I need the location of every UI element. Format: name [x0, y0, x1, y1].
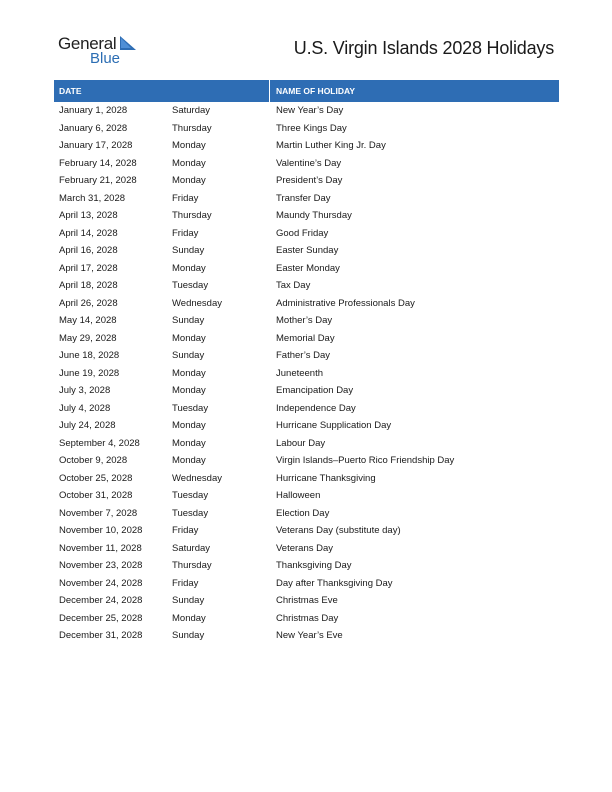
table-header	[54, 80, 559, 102]
holiday-date: December 25, 2028	[59, 612, 143, 624]
holiday-date: April 26, 2028	[59, 297, 118, 309]
holiday-name: Administrative Professionals Day	[276, 297, 415, 309]
holiday-name: Mother’s Day	[276, 315, 333, 326]
holiday-date: November 23, 2028	[59, 560, 143, 571]
table-row	[54, 102, 559, 120]
holiday-name: Tax Day	[276, 280, 311, 291]
holiday-weekday: Sunday	[172, 245, 205, 256]
header-holiday-name: NAME OF HOLIDAY	[276, 86, 356, 96]
table-row	[54, 592, 559, 610]
holiday-weekday: Monday	[172, 140, 206, 151]
holiday-date: June 19, 2028	[59, 367, 120, 379]
logo-word-blue: Blue	[90, 50, 121, 67]
table-row	[54, 435, 559, 453]
holiday-weekday: Sunday	[172, 595, 205, 606]
holiday-date: February 14, 2028	[59, 157, 137, 169]
holiday-date: March 31, 2028	[59, 192, 126, 204]
table-row	[54, 190, 559, 208]
holiday-name: Virgin Islands–Puerto Rico Friendship Day	[276, 455, 455, 466]
holiday-date: October 31, 2028	[59, 490, 133, 501]
holiday-date: December 24, 2028	[59, 595, 143, 606]
table-row	[54, 120, 559, 138]
holiday-weekday: Monday	[172, 332, 206, 344]
table-row	[54, 487, 559, 505]
holiday-date: September 4, 2028	[59, 437, 140, 449]
table-row	[54, 347, 559, 365]
table-row	[54, 627, 559, 645]
table-row	[54, 522, 559, 540]
table-row	[54, 242, 559, 260]
holiday-weekday: Friday	[172, 525, 199, 536]
holiday-weekday: Tuesday	[172, 280, 209, 291]
holiday-name: Election Day	[276, 507, 330, 519]
holiday-date: May 14, 2028	[59, 315, 117, 326]
holiday-weekday: Monday	[172, 437, 206, 449]
holiday-date: November 11, 2028	[59, 542, 142, 554]
holiday-name: Valentine’s Day	[276, 157, 342, 169]
table-row	[54, 155, 559, 173]
holiday-date: April 16, 2028	[59, 245, 118, 256]
table-row	[54, 400, 559, 418]
header-date: DATE	[59, 86, 82, 96]
holiday-weekday: Friday	[172, 227, 199, 239]
table-row	[54, 575, 559, 593]
holiday-date: June 18, 2028	[59, 350, 120, 361]
generalblue-logo	[58, 34, 148, 70]
table-row	[54, 207, 559, 225]
holiday-weekday: Thursday	[172, 210, 212, 221]
holiday-weekday: Sunday	[172, 315, 205, 326]
table-row	[54, 172, 559, 190]
holiday-date: October 9, 2028	[59, 455, 128, 466]
holiday-name: Veterans Day (substitute day)	[276, 525, 401, 536]
holiday-weekday: Monday	[172, 367, 206, 379]
holiday-name: Memorial Day	[276, 332, 335, 344]
holiday-table-body	[54, 102, 559, 645]
holiday-weekday: Sunday	[172, 630, 205, 641]
holiday-name: Martin Luther King Jr. Day	[276, 140, 386, 151]
holiday-weekday: Wednesday	[172, 472, 222, 484]
holiday-weekday: Thursday	[172, 122, 212, 134]
holiday-name: Veterans Day	[276, 542, 334, 554]
holiday-date: April 13, 2028	[59, 210, 118, 221]
holiday-name: Hurricane Supplication Day	[276, 420, 392, 431]
holiday-name: President’s Day	[276, 175, 343, 186]
holiday-weekday: Monday	[172, 157, 206, 169]
holiday-date: July 3, 2028	[59, 385, 111, 396]
holiday-weekday: Monday	[172, 420, 206, 431]
holiday-weekday: Friday	[172, 577, 199, 589]
holiday-weekday: Monday	[172, 612, 206, 624]
holiday-name: Independence Day	[276, 402, 356, 414]
holiday-name: Good Friday	[276, 227, 329, 239]
table-row	[54, 312, 559, 330]
holiday-weekday: Friday	[172, 192, 199, 204]
holiday-weekday: Saturday	[172, 105, 211, 116]
table-row	[54, 505, 559, 523]
table-row	[54, 365, 559, 383]
table-row	[54, 540, 559, 558]
holiday-date: May 29, 2028	[59, 332, 117, 344]
holiday-weekday: Monday	[172, 262, 206, 274]
table-row	[54, 470, 559, 488]
holiday-name: Halloween	[276, 490, 321, 501]
holiday-weekday: Sunday	[172, 350, 205, 361]
holiday-name: Christmas Eve	[276, 595, 338, 606]
holiday-date: February 21, 2028	[59, 175, 137, 186]
holiday-name: Father’s Day	[276, 350, 331, 361]
holiday-name: Emancipation Day	[276, 385, 354, 396]
holiday-weekday: Tuesday	[172, 490, 209, 501]
holiday-name: Day after Thanksgiving Day	[276, 577, 393, 589]
logo-flag-icon	[120, 36, 138, 52]
holiday-name: Easter Monday	[276, 262, 340, 274]
page-title: U.S. Virgin Islands 2028 Holidays	[293, 38, 554, 58]
holiday-weekday: Monday	[172, 455, 206, 466]
holiday-date: April 17, 2028	[59, 262, 118, 274]
table-row	[54, 277, 559, 295]
holiday-date: July 24, 2028	[59, 420, 116, 431]
table-row	[54, 137, 559, 155]
holiday-date: July 4, 2028	[59, 402, 111, 414]
holiday-date: November 10, 2028	[59, 525, 143, 536]
holiday-weekday: Wednesday	[172, 297, 222, 309]
table-row	[54, 330, 559, 348]
holiday-name: Christmas Day	[276, 612, 339, 624]
holiday-date: April 14, 2028	[59, 227, 118, 239]
holiday-name: Thanksgiving Day	[276, 560, 352, 571]
holiday-name: Transfer Day	[276, 192, 331, 204]
holiday-date: January 1, 2028	[59, 105, 128, 116]
holiday-date: December 31, 2028	[59, 630, 143, 641]
table-row	[54, 417, 559, 435]
holiday-name: Juneteenth	[276, 367, 324, 379]
table-row	[54, 295, 559, 313]
table-row	[54, 610, 559, 628]
holiday-date: January 6, 2028	[59, 122, 128, 134]
holiday-name: Maundy Thursday	[276, 210, 352, 221]
holiday-weekday: Monday	[172, 385, 206, 396]
holiday-weekday: Saturday	[172, 542, 211, 554]
holiday-weekday: Thursday	[172, 560, 212, 571]
holiday-name: Hurricane Thanksgiving	[276, 472, 376, 484]
logo-word-general: General	[58, 34, 117, 53]
holiday-weekday: Tuesday	[172, 402, 209, 414]
holiday-name: Labour Day	[276, 437, 326, 449]
holiday-name: Three Kings Day	[276, 122, 347, 134]
holiday-date: April 18, 2028	[59, 280, 118, 291]
holiday-date: November 24, 2028	[59, 577, 143, 589]
table-row	[54, 557, 559, 575]
holiday-weekday: Tuesday	[172, 507, 209, 519]
holiday-date: November 7, 2028	[59, 507, 138, 519]
holiday-weekday: Monday	[172, 175, 206, 186]
holiday-date: October 25, 2028	[59, 472, 133, 484]
holiday-name: New Year’s Eve	[276, 630, 343, 641]
holiday-date: January 17, 2028	[59, 140, 133, 151]
table-row	[54, 382, 559, 400]
header-divider	[269, 80, 270, 102]
table-row	[54, 260, 559, 278]
holiday-name: Easter Sunday	[276, 245, 339, 256]
table-row	[54, 452, 559, 470]
holiday-name: New Year’s Day	[276, 105, 344, 116]
table-row	[54, 225, 559, 243]
